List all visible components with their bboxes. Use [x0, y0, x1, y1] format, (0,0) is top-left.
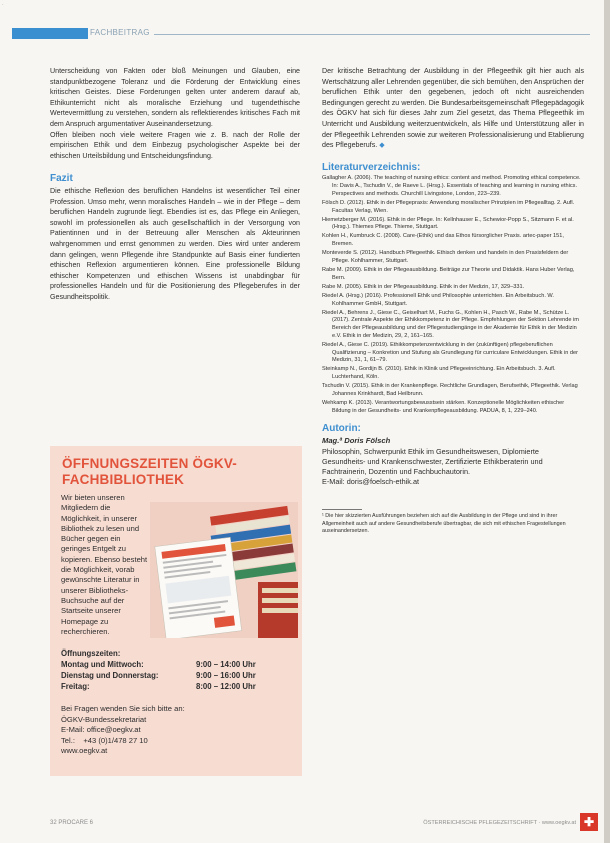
library-info-box	[50, 446, 302, 776]
literature-entry: Tschudin V. (2015). Ethik in der Krankenpflege. Rechtliche Grundlagen, Berufsethik, Pflegeethik. Verlag Johannes Krinkhardt, Bad Heilbrunn.	[322, 383, 578, 397]
literature-entry: Hiemetzberger M. (2016). Ethik in der Pflege. In: Kellnhauser E., Schewior-Popp S., Sitzmann F. et al. (Hrsg.). Thiemes Pflege. Thieme, Stuttgart.	[322, 216, 574, 231]
literature-entry: Rabe M. (2009). Ethik in der Pflegeausbildung. Beiträge zur Theorie und Didaktik. Hans Huber Verlag, Bern.	[322, 267, 575, 281]
right-intro-paragraph: Der kritische Betrachtung der Ausbildung in der Pflegeethik gilt hier auch als Wertschätzung aller Lehrenden gegenüber, die sich bemühen, den Ansprüchen der beruflichen Ethik unter den gegebenen, jedoch oft nicht ausreichenden Bedingungen gerecht zu werden. Die Bundesarbeitsgemeinschaft Pflegepädagogik des ÖGKV hat sich für dieses Jahr zum Ziel gesetzt, das Thema Pflegeethik im Unterricht und Ausbildung weiterzuentwickeln, als Hilfe und Unterstützung aller in der Pflegeethik Lehrenden sowie zur weiteren Professionalisierung und Etablierung des Pflegeberufs.	[322, 67, 584, 150]
footer-publication: ÖSTERREICHISCHE PFLEGEZEITSCHRIFT · www.oegkv.at	[423, 820, 576, 826]
author-name: Mag.ª Doris Fölsch	[322, 436, 391, 446]
literature-entry: Riedel A., Behrens J., Giese C., Geiselhart M., Fuchs G., Kohlen H., Pasch W., Rabe M., Schütze L. (2017). Zentrale Aspekte der Ethikkompetenz in der Pflege. Empfehlungen der Sektion Lehrende im Bereich der Pflegeausbildung und der Pflegestudiengänge in der Akademie für Ethik in der Medizin e.V. Ethik in der Medizin, 29, 2, 161–165.	[322, 309, 579, 339]
hours-time: 9:00 – 16:00 Uhr	[196, 671, 256, 680]
literature-entry: Monteverde S. (2012). Handbuch Pflegeethik. Ethisch denken und handeln in den Praxisfeldern der Pflege. Kohlhammer, Stuttgart.	[322, 250, 569, 264]
hours-row	[61, 659, 297, 670]
intro-paragraph-1: Unterscheidung von Fakten oder bloß Meinungen und Glauben, eine standpunktbezogene Toleranz und die Förderung der Entwicklung eines kritischen Geistes. Diese Forderungen gelten unter anderem darauf ab, Ethikunterricht nicht als moralische Erziehung und tugendethische Wertevermittlung zu verstehen, sondern als reflektierendes kritisches Fach mit dem Anspruch argumentativer Auseinandersetzung.	[50, 67, 300, 128]
box-description: Wir bieten unseren Mitgliedern die Möglichkeit, in unserer Bibliothek zu lesen und Bücher gegen ein geringes Entgelt zu kopieren. Ebenso besteht die Möglichkeit, vorab gewünschte Literatur in unserer Bibliotheks-Buchsuche auf der Startseite unserer Homepage zu recherchieren.	[61, 493, 148, 636]
literature-heading: Literaturverzeichnis:	[322, 161, 421, 173]
hours-row	[61, 670, 297, 681]
literature-entry: Rabe M. (2005). Ethik in der Pflegeausbildung. Ethik in der Medizin, 17, 329–331.	[322, 283, 525, 290]
literature-entry: Riedel A. (Hrsg.) (2016). Professionell Ethik und Philosophie unterrichten. Ein Arbeitsbuch. W. Kohlhammer GmbH, Stuttgart.	[322, 292, 554, 307]
section-color-bar	[12, 28, 88, 39]
hours-heading: Öffnungszeiten:	[61, 649, 121, 658]
literature-list	[322, 175, 584, 415]
contact-info	[61, 704, 297, 757]
footnote: ¹ Die hier skizzierten Ausführungen beziehen sich auf die Ausbildung in der Pflege und sind in ihrer Allgemeinheit auch auf andere Gesundheitsberufe übertragbar, die sich mit ethischen Fragestellungen auseinandersetzen.	[322, 513, 566, 534]
right-column	[322, 66, 584, 535]
fazit-paragraph: Die ethische Reflexion des beruflichen Handelns ist wesentlicher Teil einer Profession. Umso mehr, wenn moralisches Handeln – wie in der Pflege – dem beruflichen Handeln zugrunde liegt. Ebendies ist es, das Pflege ein Anliegen, sowohl im professionellen als auch gesellschaftlich in der Versorgung von Patientinnen und in der Betreuung aller Menschen als Akteurinnen wahrgenommen und ernst genommen zu werden. Dies wird unter anderem dann gelingen, wenn Pflegende ihre Standpunkte auf Basis einer fundierten ethischen Reflexion argumentieren können. Eine professionelle Bildung ethischer Kompetenzen und ethischen Wissens ist unabdingbar für professionelles Handeln und für die Positionierung des Pflegeberufes in der Gesundheitspolitik.	[50, 186, 300, 301]
author-bio: Philosophin, Schwerpunkt Ethik im Gesundheitswesen, Diplomierte Gesundheits- und Krankenschwester, Zertifizierte Ethikberaterin und Fachtrainerin, Dozentin und Fachbuchautorin.	[322, 446, 543, 477]
contact-website: www.oegkv.at	[61, 746, 108, 756]
page-number: 32 PROCARE 6	[50, 820, 94, 826]
page-edge	[604, 0, 610, 843]
book-stack-image	[150, 502, 298, 638]
hours-time: 9:00 – 14:00 Uhr	[196, 660, 256, 669]
intro-paragraph-2: Offen bleiben noch viele weitere Fragen wie z. B. nach der Rolle der empirischen Ethik und dem Einbezug psychologischer Aspekte bei der ethischen Urteilsbildung und Entscheidungsfindung.	[50, 130, 300, 160]
author-heading: Autorin:	[322, 423, 361, 435]
contact-intro: Bei Fragen wenden Sie sich bitte an:	[61, 704, 185, 713]
hours-day: Montag und Mittwoch:	[61, 660, 144, 669]
book-stack-illustration	[150, 502, 298, 638]
contact-organisation: ÖGKV-Bundessekretariat	[61, 714, 147, 724]
opening-hours	[61, 648, 297, 692]
hours-day: Dienstag und Donnerstag:	[61, 671, 159, 680]
literature-entry: Fölsch D. (2012). Ethik in der Pflegepraxis: Anwendung moralischer Prinzipien im Pflegealltag. 2. Aufl. Facultas Verlag, Wien.	[322, 199, 575, 214]
literature-entry: Riedel A., Giese C. (2019). Ethikkompetenzentwicklung in der (zukünftigen) pflegeberuflichen Qualifizierung – Konkretion und Stufung als Grundlegung für curriculare Entwicklungen. Ethik in der Medizin, 31, 1, 61–79.	[322, 341, 578, 364]
author-email: E-Mail: doris@foelsch-ethik.at	[322, 477, 420, 487]
left-column	[50, 66, 300, 302]
literature-entry: Wehkamp K. (2013). Verantwortungsbewusstsein stärken. Konzeptionelle Möglichkeiten ethischer Bildung in der Gesundheits- und Krankenpflegeausbildung. PADUA, 8, 1, 229–240.	[322, 400, 565, 414]
hours-row	[61, 681, 297, 692]
end-mark-icon: ◆	[379, 142, 385, 150]
header-rule	[154, 34, 590, 35]
cross-logo-icon: ✚	[580, 813, 598, 831]
literature-entry: Kohlen H., Kumbruck C. (2008). Care-(Ethik) und das Ethos fürsorglicher Praxis. artec-paper 151, Bremen.	[322, 233, 564, 248]
contact-phone: Tel.: +43 (0)1/478 27 10	[61, 735, 148, 745]
contact-email: E-Mail: office@oegkv.at	[61, 725, 141, 735]
fazit-heading: Fazit	[50, 173, 73, 185]
box-title: ÖFFNUNGSZEITEN ÖGKV-FACHBIBLIOTHEK	[62, 456, 238, 487]
corner-mark: ·	[2, 2, 4, 8]
hours-day: Freitag:	[61, 682, 90, 691]
hours-time: 8:00 – 12:00 Uhr	[196, 682, 256, 691]
footnote-rule	[322, 509, 362, 510]
literature-entry: Steinkamp N., Gordijn B. (2010). Ethik in Klinik und Pflegeeinrichtung. Ein Arbeitsbuch. 3. Aufl. Luchterhand, Köln.	[322, 366, 556, 381]
literature-entry: Gallagher A. (2006). The teaching of nursing ethics: content and method. Promoting ethical competence. In: Davis A., Tschudin V., de Raeve L. (Hrsg.). Essentials of teaching and learning in nursing ethics. Perspectives and methods. Churchill Livingstone, London, 223–239.	[322, 175, 581, 197]
section-label: FACHBEITRAG	[90, 28, 150, 37]
